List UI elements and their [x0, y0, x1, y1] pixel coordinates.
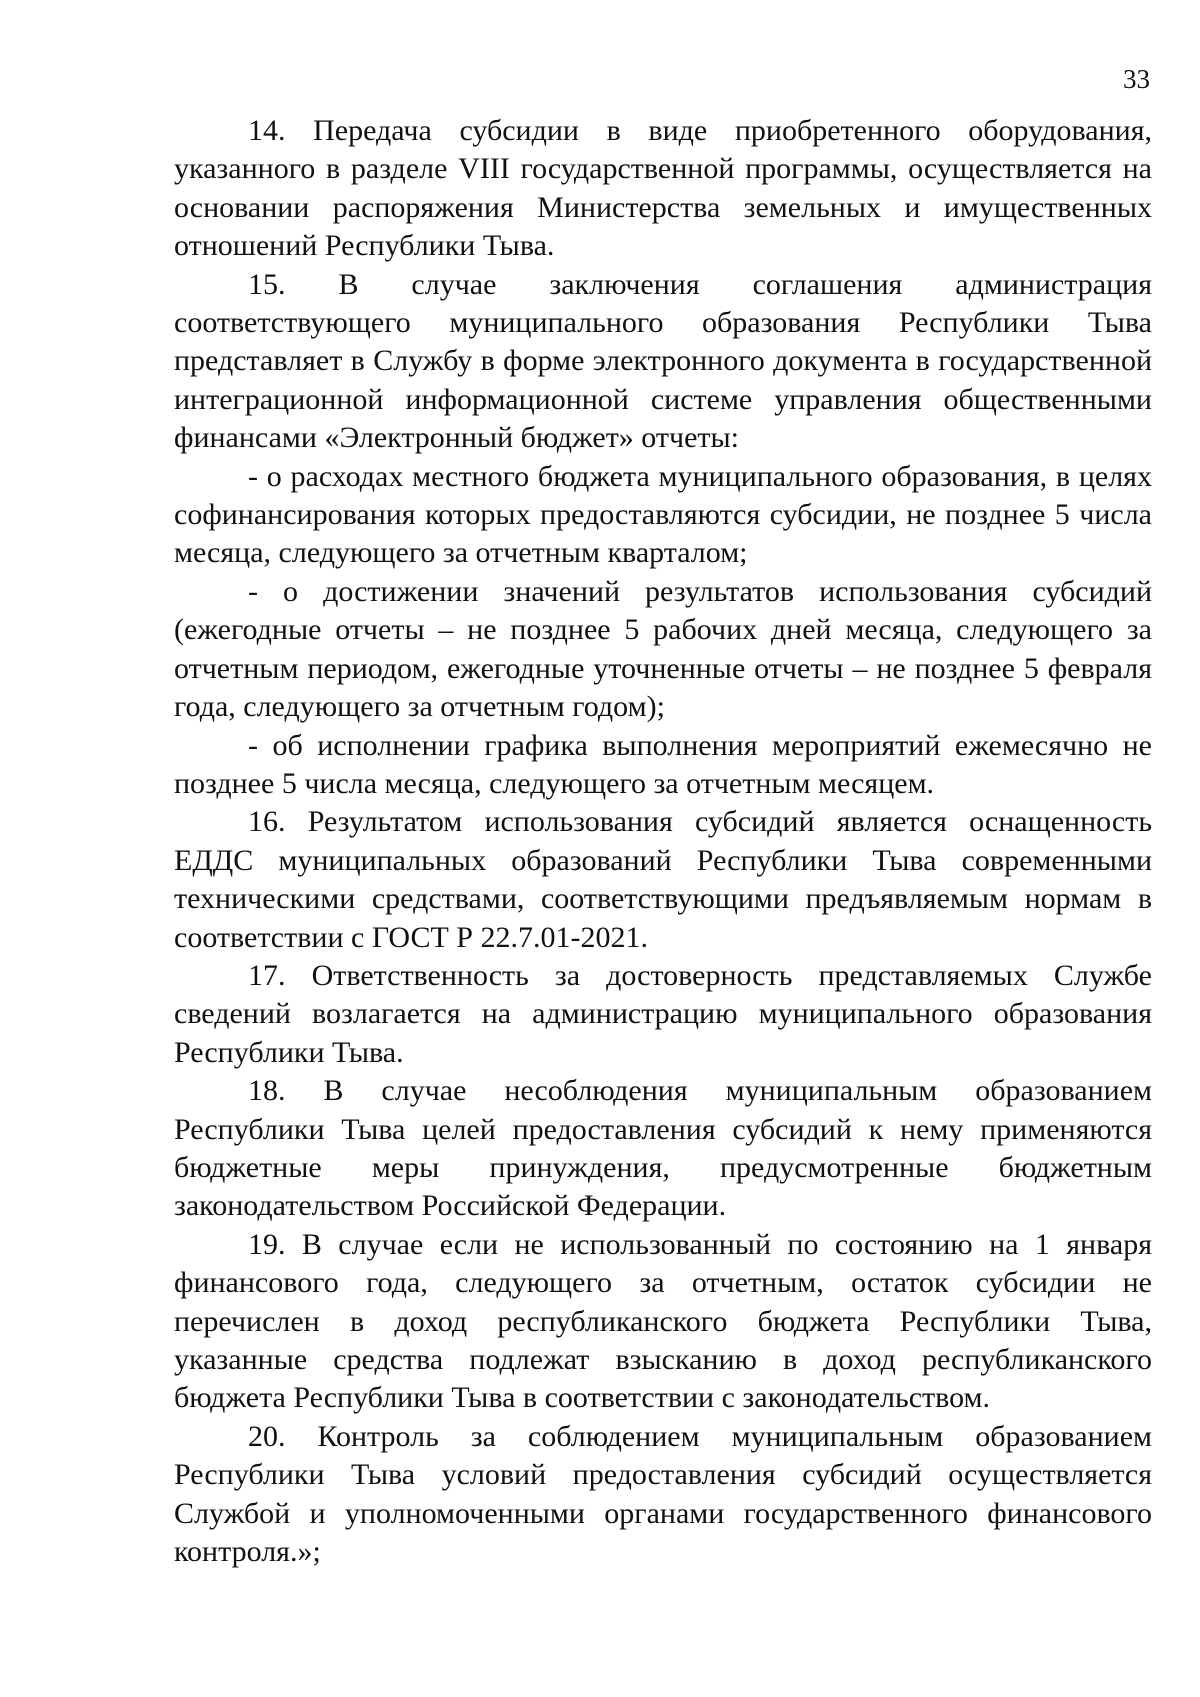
page-number: 33 — [1123, 64, 1150, 94]
paragraph-18: 18. В случае несоблюдения муниципальным образованием Республики Тыва целей предоставления субсидий к нему применяются бюджетные меры принуждения, предусмотренные бюджетным законодательством Российской Федерации. — [174, 1074, 1152, 1223]
paragraph-20: 20. Контроль за соблюдением муниципальным образованием Республики Тыва условий предоставления субсидий осуществляется Службой и уполномоченными органами государственного финансового контроля.»; — [174, 1419, 1152, 1569]
list-item-results-report: - о достижении значений результатов использования субсидий (ежегодные отчеты – не позднее 5 рабочих дней месяца, следующего за отчетным периодом, ежегодные уточненные отчеты – не позднее 5 февраля года, следующего за отчетным годом); — [174, 574, 1152, 724]
paragraph-17: 17. Ответственность за достоверность представляемых Службе сведений возлагается на администрацию муниципального образования Республики Тыва. — [174, 958, 1152, 1069]
paragraph-16: 16. Результатом использования субсидий является оснащенность ЕДДС муниципальных образований Республики Тыва современными техническими средствами, соответствующими предъявляемым нормам в соответствии с ГОСТ Р 22.7.01-2021. — [174, 805, 1152, 954]
paragraph-15: 15. В случае заключения соглашения администрация соответствующего муниципального образования Республики Тыва представляет в Службу в форме электронного документа в государственной интеграционной информационной системе управления общественными финансами «Электронный бюджет» отчеты: — [174, 267, 1152, 455]
list-item-schedule-report: - об исполнении графика выполнения мероприятий ежемесячно не позднее 5 числа месяца, следующего за отчетным месяцем. — [174, 728, 1152, 800]
paragraph-14: 14. Передача субсидии в виде приобретенного оборудования, указанного в разделе VIII государственной программы, осуществляется на основании распоряжения Министерства земельных и имущественных отношений Республики Тыва. — [174, 114, 1152, 263]
list-item-expenses-report: - о расходах местного бюджета муниципального образования, в целях софинансирования которых предоставляются субсидии, не позднее 5 числа месяца, следующего за отчетным кварталом; — [174, 459, 1152, 570]
paragraph-19: 19. В случае если не использованный по состоянию на 1 января финансового года, следующего за отчетным, остаток субсидии не перечислен в доход республиканского бюджета Республики Тыва, указанные средства подлежат взысканию в доход республиканского бюджета Республики Тыва в соответствии с законодательством. — [174, 1227, 1152, 1415]
document-body — [174, 112, 1152, 1571]
